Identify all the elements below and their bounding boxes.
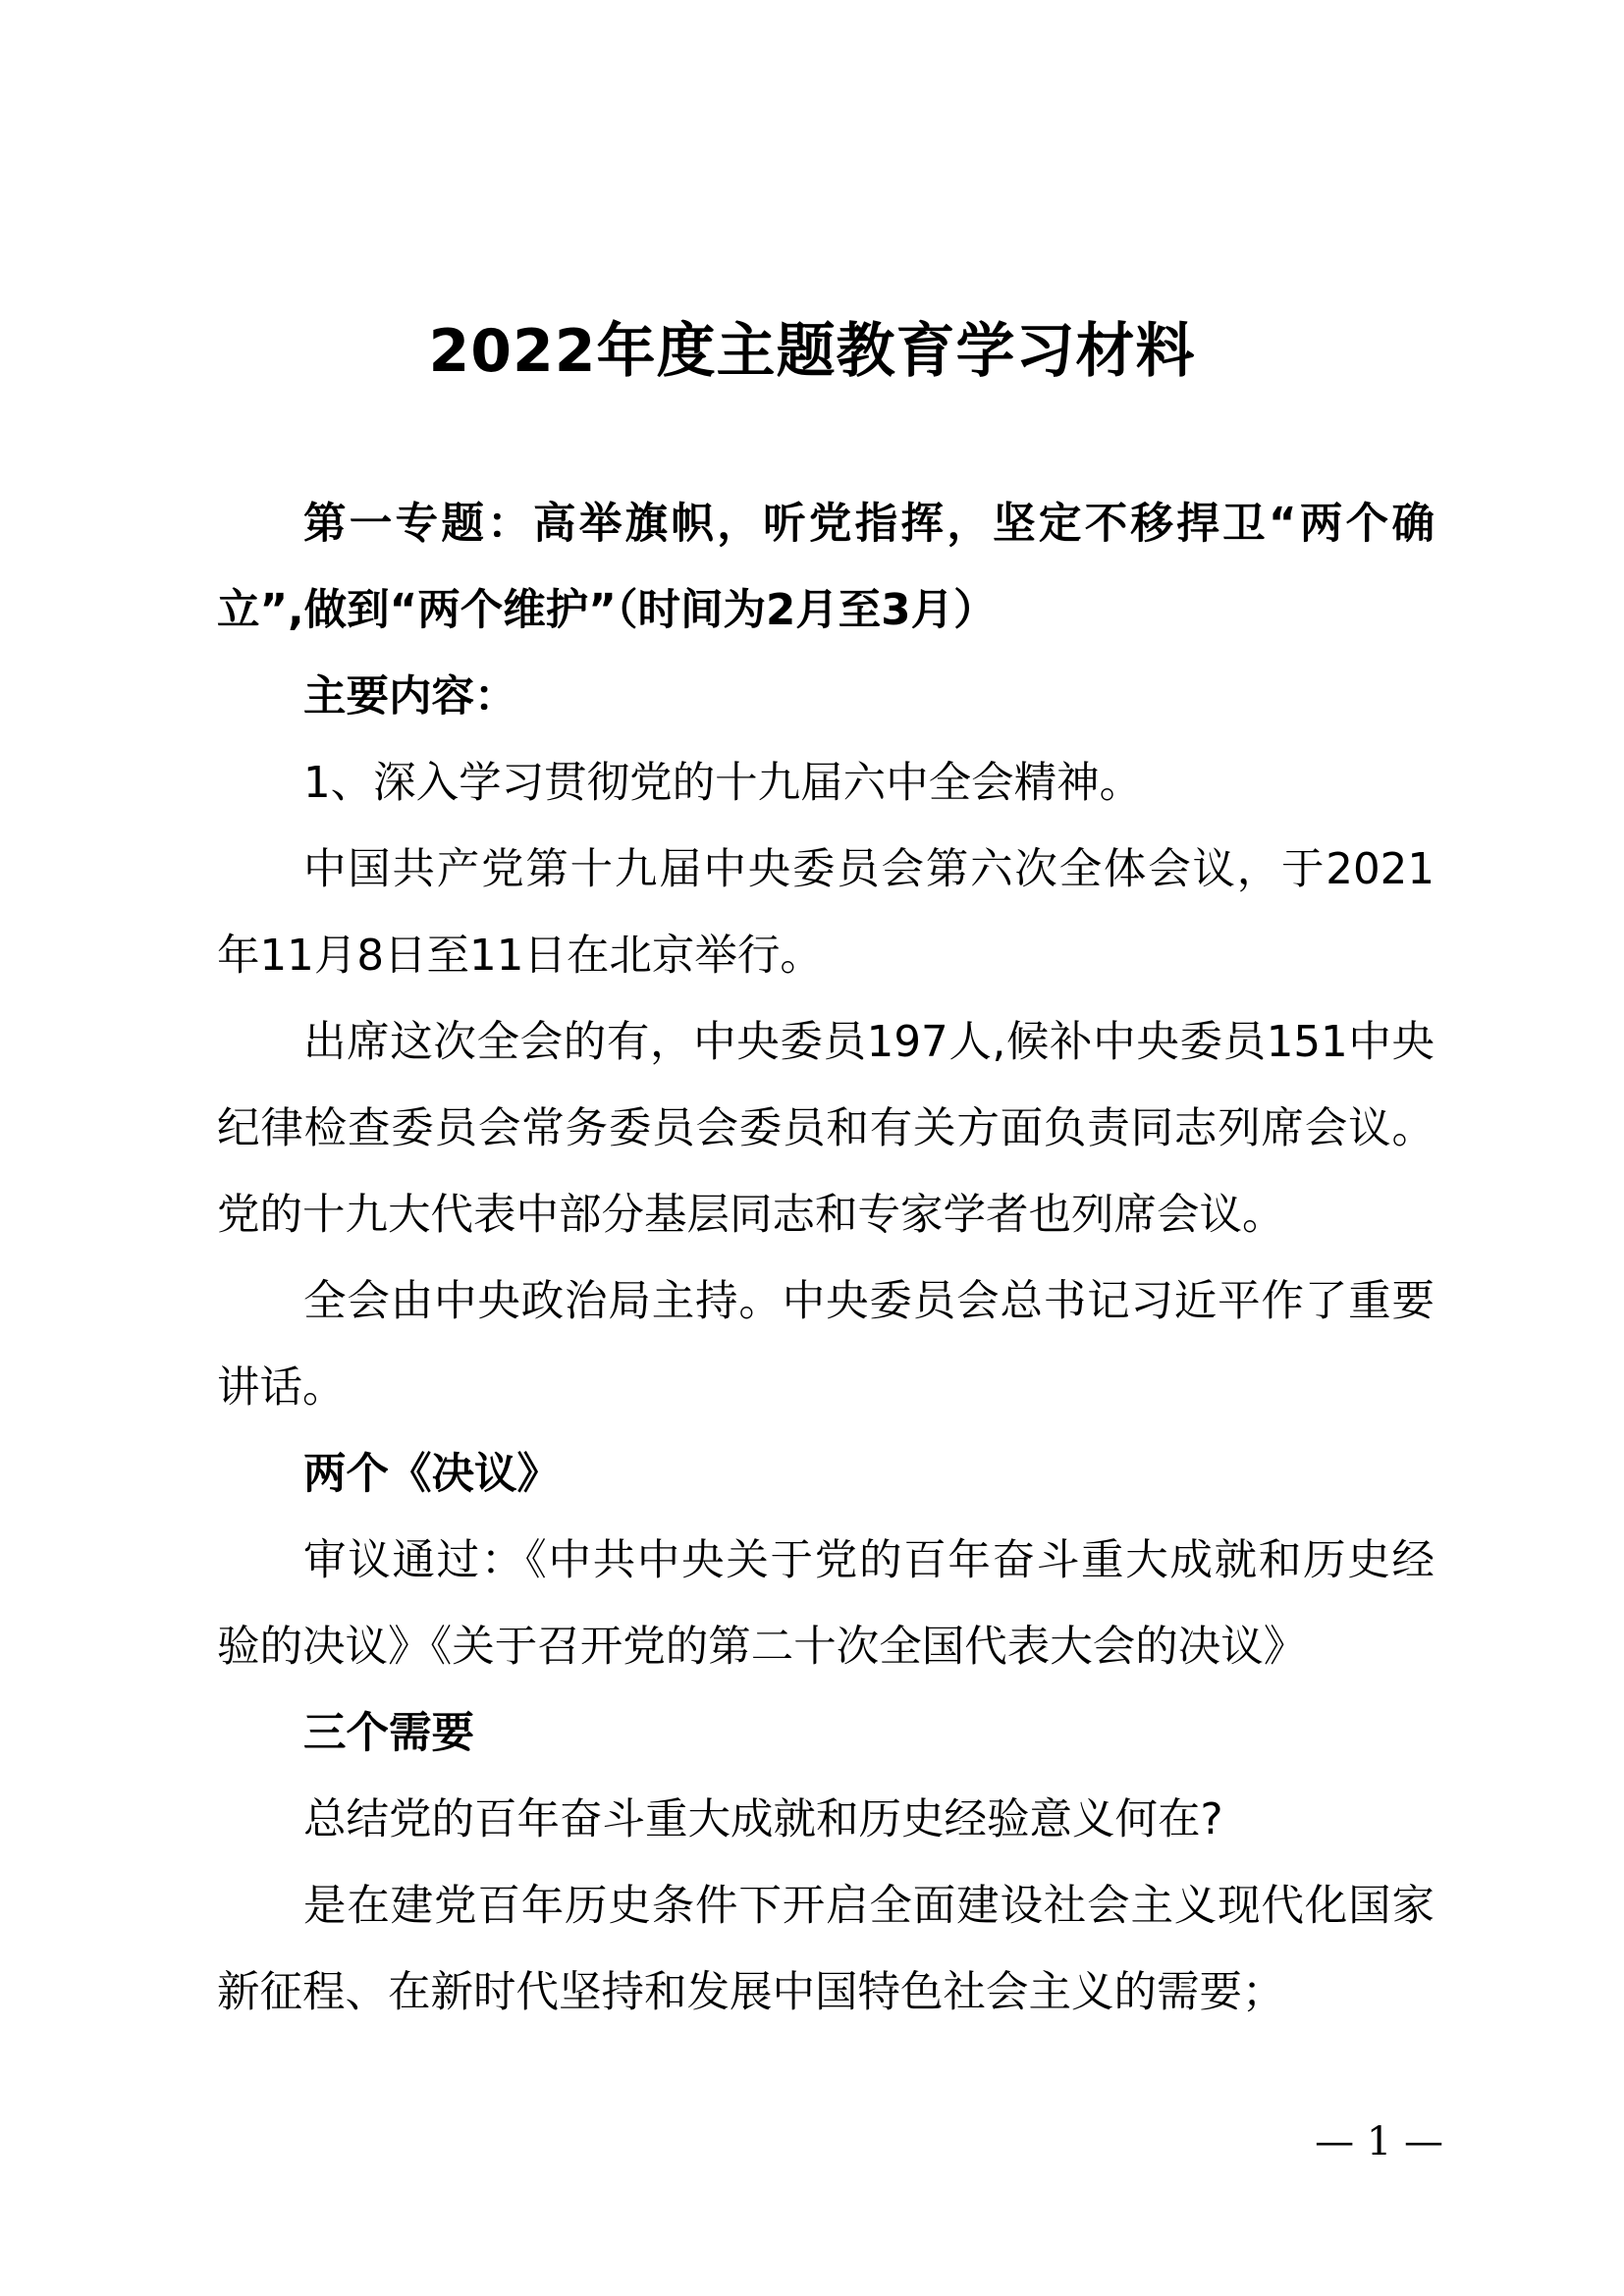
paragraph: 总结党的百年奋斗重大成就和历史经验意义何在? <box>303 1795 1223 1844</box>
paragraph: 1、深入学习贯彻党的十九届六中全会精神。 <box>303 759 1143 808</box>
document-title: 2022年度主题教育学习材料 <box>428 317 1196 386</box>
subheading-two-resolutions: 两个《决议》 <box>303 1450 560 1499</box>
paragraph: 全会由中央政治局主持。中央委员会总书记习近平作了重要讲话。 <box>217 1277 1435 1413</box>
section-heading: 第一专题：高举旗帜，听党指挥，坚定不移捍卫“两个确立”,做到“两个维护”（时间为2月至3月） <box>217 500 1435 635</box>
subheading-main-content: 主要内容： <box>303 672 517 721</box>
document-body <box>217 481 1435 2036</box>
paragraph: 是在建党百年历史条件下开启全面建设社会主义现代化国家新征程、在新时代坚持和发展中国特色社会主义的需要； <box>217 1882 1435 2017</box>
paragraph: 审议通过：《中共中央关于党的百年奋斗重大成就和历史经验的决议》《关于召开党的第二十次全国代表大会的决议》 <box>217 1536 1435 1672</box>
subheading-three-needs: 三个需要 <box>303 1709 474 1758</box>
paragraph: 出席这次全会的有，中央委员197人,候补中央委员151中央纪律检查委员会常务委员会委员和有关方面负责同志列席会议。党的十九大代表中部分基层同志和专家学者也列席会议。 <box>217 1018 1435 1240</box>
paragraph: 中国共产党第十九届中央委员会第六次全体会议，于2021年11月8日至11日在北京举行。 <box>217 845 1435 981</box>
page-number: — 1 — <box>1315 2119 1443 2164</box>
